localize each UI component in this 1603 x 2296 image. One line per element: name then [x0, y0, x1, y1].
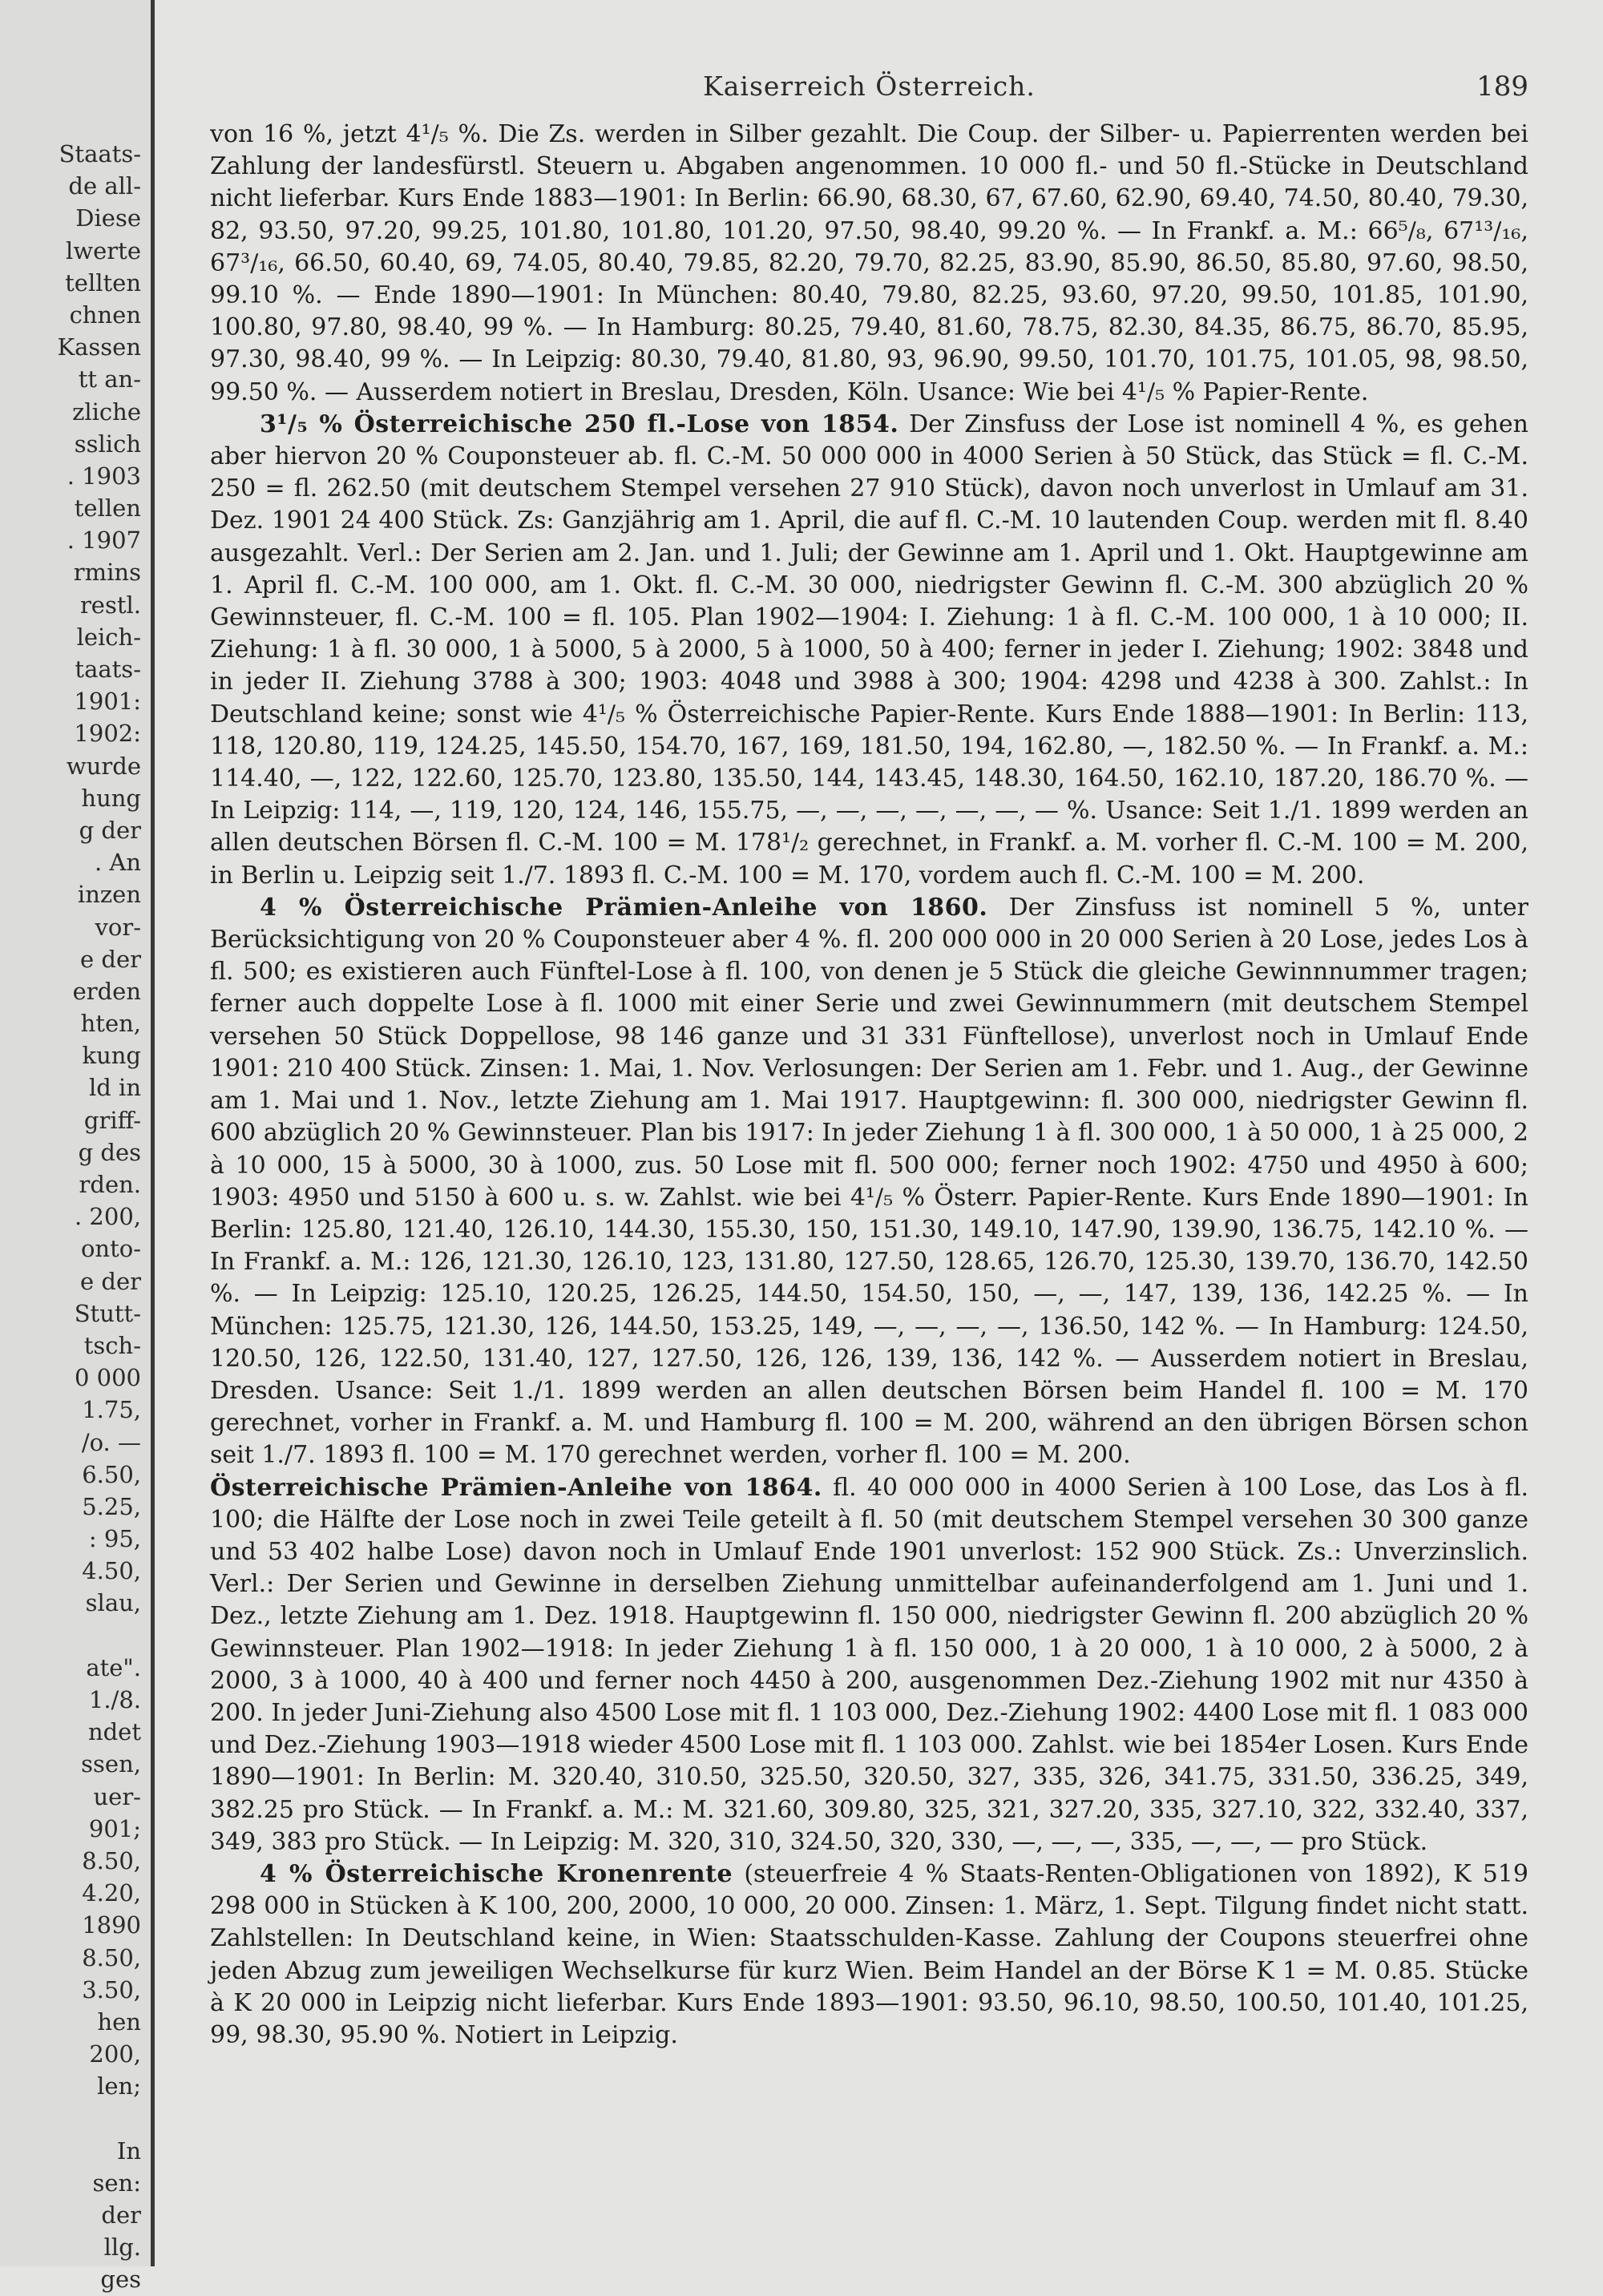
entry-praemien-anleihe-1860 [210, 892, 1528, 1472]
bleed-fragment: . An [94, 849, 141, 877]
entry-heading: 4 % Österreichische Prämien-Anleihe von 1860. [260, 893, 988, 922]
bleed-fragment: Staats- [59, 140, 141, 167]
bleed-fragment: In [116, 2137, 141, 2165]
bleed-fragment: sslich [74, 430, 141, 458]
bleed-fragment: 901; [88, 1814, 141, 1842]
bleed-fragment: g der [79, 816, 141, 844]
bleed-fragment: griff- [83, 1106, 141, 1134]
bleed-fragment: rden. [79, 1171, 141, 1198]
bleed-fragment: ld in [88, 1074, 141, 1102]
entry-praemien-anleihe-1864 [210, 1472, 1528, 1858]
bleed-fragment [0, 1620, 141, 1652]
bleed-fragment: kung [82, 1042, 141, 1070]
bleed-fragment: 1./8. [88, 1686, 141, 1713]
bleed-fragment: Kassen [57, 333, 141, 361]
running-title: Kaiserreich Österreich. [703, 71, 1036, 102]
bleed-fragment: ges [100, 2266, 141, 2294]
bleed-fragment: 3.50, [82, 1975, 141, 2003]
bleed-fragment: Diese [75, 204, 141, 232]
bleed-fragment: e der [80, 945, 141, 973]
book-page [210, 71, 1528, 2052]
bleed-fragment: 5.25, [82, 1492, 141, 1520]
bleed-fragment: hen [97, 2007, 141, 2036]
bleed-fragment: vor- [95, 913, 141, 941]
bleed-fragment: hung [81, 784, 141, 812]
bleed-fragment: de all- [68, 172, 141, 200]
left-margin-bleed [0, 0, 154, 2294]
bleed-fragment: g des [78, 1138, 141, 1166]
bleed-fragment: 4.50, [82, 1557, 141, 1585]
bleed-fragment: restl. [79, 591, 141, 619]
bleed-through-text-column [0, 138, 141, 2296]
bleed-fragment: zliche [72, 397, 141, 426]
bleed-fragment: /o. — [81, 1428, 141, 1456]
bleed-fragment: tt an- [78, 365, 141, 393]
bleed-fragment: tellen [74, 494, 141, 523]
bleed-fragment: 8.50, [82, 1943, 141, 1971]
bleed-fragment: 4.20, [82, 1879, 141, 1907]
bleed-fragment: e der [80, 1267, 141, 1295]
bleed-fragment: taats- [75, 656, 141, 683]
entry-heading: 3¹/₅ % Österreichische 250 fl.-Lose von 1854. [260, 410, 899, 438]
bleed-fragment: . 1907 [67, 527, 141, 555]
bleed-fragment: wurde [66, 752, 141, 780]
bleed-fragment: 1.75, [82, 1396, 141, 1424]
bleed-fragment: inzen [77, 881, 141, 909]
bleed-fragment: erden [72, 977, 141, 1005]
continuation-paragraph [210, 119, 1528, 409]
bleed-fragment: sen: [92, 2169, 141, 2197]
entry-text: Der Zinsfuss ist nominell 5 %, unter Berücksichtigung von 20 % Couponsteuer aber 4 %. fl. 200 000 000 in 20 000 Serien à 20 Lose, jedes Los à fl. 500; es existieren auch Fünftel-Lose à fl. 100, von denen je 5 Stück die gleiche Gewinnnummer tragen; ferner auch doppelte Lose à fl. 1000 mit einer Serie und zwei Gewinnummern (mit deutschem Stempel versehen 50 Stück Doppellose, 98 146 ganze und 31 331 Fünftellose), unverlost noch in Umlauf Ende 1901: 210 400 Stück. Zinsen: 1. Mai, 1. Nov. Verlosungen: Der Serien am 1. Febr. und 1. Aug., der Gewinne am 1. Mai und 1. Nov., letzte Ziehung am 1. Mai 1917. Hauptgewinn: fl. 300 000, niedrigster Gewinn fl. 600 abzüglich 20 % Gewinnsteuer. Plan bis 1917: In jeder Ziehung 1 à fl. 300 000, 1 à 50 000, 1 à 25 000, 2 à 10 000, 15 à 5000, 30 à 1000, zus. 50 Lose mit fl. 500 000; ferner noch 1902: 4750 und 4950 à 600; 1903: 4950 und 5150 à 600 u. s. w. Zahlst. wie bei 4¹/₅ % Österr. Papier-Rente. Kurs Ende 1890—1901: In Berlin: 125.80, 121.40, 126.10, 144.30, 155.30, 150, 151.30, 149.10, 147.90, 139.90, 136.75, 142.10 %. — In Frankf. a. M.: 126, 121.30, 126.10, 123, 131.80, 127.50, 128.65, 126.70, 125.30, 139.70, 136.70, 142.50 %. — In Leipzig: 125.10, 120.25, 126.25, 144.50, 154.50, 150, —, —, 147, 139, 136, 142.25 %. — In München: 125.75, 121.30, 126, 144.50, 153.25, 149, —, —, —, —, 136.50, 142 %. — In Hamburg: 124.50, 120.50, 126, 122.50, 131.40, 127, 127.50, 126, 126, 139, 136, 142 %. — Ausserdem notiert in Breslau, Dresden. Usance: Seit 1./1. 1899 werden an allen deutschen Börsen beim Handel fl. 100 = M. 170 gerechnet, vorher in Frankf. a. M. und Hamburg fl. 100 = M. 200, während an den übrigen Börsen schon seit 1./7. 1893 fl. 100 = M. 170 gerechnet werden, vorher fl. 100 = M. 200. [210, 893, 1528, 1470]
entry-kronenrente [210, 1858, 1528, 2052]
bleed-fragment: : 95, [88, 1525, 141, 1553]
bleed-fragment: Stutt- [74, 1299, 141, 1327]
bleed-fragment: 1902: [74, 720, 141, 748]
bleed-fragment: uer- [93, 1782, 141, 1810]
body-text [210, 119, 1528, 2052]
bleed-fragment: 200, [89, 2040, 141, 2068]
page-fold-line [151, 0, 155, 2266]
bleed-fragment: onto- [80, 1235, 141, 1263]
bleed-fragment: len; [97, 2072, 141, 2100]
bleed-fragment: rmins [73, 559, 141, 587]
bleed-fragment: . 200, [74, 1203, 141, 1231]
entry-heading: 4 % Österreichische Kronenrente [260, 1859, 733, 1888]
bleed-fragment: slau, [85, 1589, 141, 1617]
bleed-fragment [0, 2102, 141, 2134]
bleed-fragment: hten, [80, 1010, 141, 1038]
entry-text: fl. 40 000 000 in 4000 Serien à 100 Lose, das Los à fl. 100; die Hälfte der Lose noch in zwei Teile geteilt à fl. 50 (mit deutschem Stempel versehen 30 300 ganze und 53 402 halbe Lose) davon noch in Umlauf Ende 1901 unverlost: 152 900 Stück. Zs.: Unverzinslich. Verl.: Der Serien und Gewinne in derselben Ziehung unmittelbar aufeinanderfolgend am 1. Juni und 1. Dez., letzte Ziehung am 1. Dez. 1918. Hauptgewinn fl. 150 000, niedrigster Gewinn fl. 200 abzüglich 20 % Gewinnsteuer. Plan 1902—1918: In jeder Ziehung 1 à fl. 150 000, 1 à 20 000, 1 à 10 000, 2 à 5000, 2 à 2000, 3 à 1000, 40 à 400 und ferner noch 4450 à 200, ausgenommen Dez.-Ziehung 1902 mit nur 4350 à 200. In jeder Juni-Ziehung also 4500 Lose mit fl. 1 103 000, Dez.-Ziehung 1902: 4400 Lose mit fl. 1 083 000 und Dez.-Ziehung 1903—1918 wieder 4500 Lose mit fl. 1 103 000. Zahlst. wie bei 1854er Losen. Kurs Ende 1890—1901: In Berlin: M. 320.40, 310.50, 325.50, 320.50, 327, 335, 326, 341.75, 331.50, 336.25, 349, 382.25 pro Stück. — In Frankf. a. M.: M. 321.60, 309.80, 325, 321, 327.20, 335, 327.10, 322, 332.40, 337, 349, 383 pro Stück. — In Leipzig: M. 320, 310, 324.50, 320, 330, —, —, —, 335, —, —, — pro Stück. [210, 1473, 1528, 1856]
bleed-fragment: tsch- [83, 1331, 141, 1359]
bleed-fragment: ssen, [81, 1750, 141, 1778]
bleed-fragment: ate". [86, 1653, 141, 1681]
bleed-fragment: 6.50, [82, 1460, 141, 1488]
entry-text: Der Zinsfuss der Lose ist nominell 4 %, es gehen aber hiervon 20 % Couponsteuer ab. fl. C.-M. 50 000 000 in 4000 Serien à 50 Stück, das Stück = fl. C.-M. 250 = fl. 262.50 (mit deutschem Stempel versehen 27 910 Stück), davon noch unverlost in Umlauf am 31. Dez. 1901 24 400 Stück. Zs: Ganzjährig am 1. April, die auf fl. C.-M. 10 lautenden Coup. werden mit fl. 8.40 ausgezahlt. Verl.: Der Serien am 2. Jan. und 1. Juli; der Gewinne am 1. April und 1. Okt. Hauptgewinne am 1. April fl. C.-M. 100 000, am 1. Okt. fl. C.-M. 30 000, niedrigster Gewinn fl. C.-M. 300 abzüglich 20 % Gewinnsteuer, fl. C.-M. 100 = fl. 105. Plan 1902—1904: I. Ziehung: 1 à fl. C.-M. 100 000, 1 à 10 000; II. Ziehung: 1 à fl. 30 000, 1 à 5000, 5 à 2000, 5 à 1000, 50 à 400; ferner in jeder I. Ziehung; 1902: 3848 und in jeder II. Ziehung 3788 à 300; 1903: 4048 und 3988 à 300; 1904: 4298 und 4238 à 300. Zahlst.: In Deutschland keine; sonst wie 4¹/₅ % Österreichische Papier-Rente. Kurs Ende 1888—1901: In Berlin: 113, 118, 120.80, 119, 124.25, 145.50, 154.70, 167, 169, 181.50, 194, 162.80, —, 182.50 %. — In Frankf. a. M.: 114.40, —, 122, 122.60, 125.70, 123.80, 135.50, 144, 143.45, 148.30, 164.50, 162.10, 187.20, 186.70 %. — In Leipzig: 114, —, 119, 120, 124, 146, 155.75, —, —, —, —, —, —, — %. Usance: Seit 1./1. 1899 werden an allen deutschen Börsen fl. C.-M. 100 = M. 178¹/₂ gerechnet, in Frankf. a. M. vorher fl. C.-M. 100 = M. 200, in Berlin u. Leipzig seit 1./7. 1893 fl. C.-M. 100 = M. 170, vordem auch fl. C.-M. 100 = M. 200. [210, 410, 1528, 890]
bleed-fragment: llg. [103, 2233, 141, 2262]
bleed-fragment: 1901: [74, 688, 141, 716]
running-head [210, 71, 1528, 119]
entry-heading: Österreichische Prämien-Anleihe von 1864. [210, 1473, 822, 1502]
bleed-fragment: ndet [87, 1718, 141, 1746]
bleed-fragment: 8.50, [82, 1846, 141, 1874]
bleed-fragment: der [101, 2201, 141, 2229]
page-number: 189 [1476, 71, 1528, 103]
bleed-fragment: 0 000 [74, 1364, 141, 1392]
entry-text: (steuerfreie 4 % Staats-Renten-Obligationen von 1892), K 519 298 000 in Stücken à K 100, 200, 2000, 10 000, 20 000. Zinsen: 1. März, 1. Sept. Tilgung findet nicht statt. Zahlstellen: In Deutschland keine, in Wien: Staatsschulden-Kasse. Zahlung der Coupons steuerfrei ohne jeden Abzug zum jeweiligen Wechselkurse für kurz Wien. Beim Handel an der Börse K 1 = M. 0.85. Stücke à K 20 000 in Leipzig nicht lieferbar. Kurs Ende 1893—1901: 93.50, 96.10, 98.50, 100.50, 101.40, 101.25, 99, 98.30, 95.90 %. Notiert in Leipzig. [210, 1859, 1528, 2049]
entry-lose-1854 [210, 409, 1528, 892]
bleed-fragment: . 1903 [67, 462, 141, 490]
bleed-fragment: chnen [69, 301, 141, 329]
bleed-fragment: leich- [76, 623, 141, 651]
bleed-fragment: tellten [65, 268, 141, 297]
paragraph-text: von 16 %, jetzt 4¹/₅ %. Die Zs. werden in Silber gezahlt. Die Coup. der Silber- u. Papierrenten werden bei Zahlung der landesfürstl. Steuern u. Abgaben angenommen. 10 000 fl.- und 50 fl.-Stücke in Deutschland nicht lieferbar. Kurs Ende 1883—1901: In Berlin: 66.90, 68.30, 67, 67.60, 62.90, 69.40, 74.50, 80.40, 79.30, 82, 93.50, 97.20, 99.25, 101.80, 101.80, 101.20, 97.50, 98.40, 99.20 %. — In Frankf. a. M.: 66⁵/₈, 67¹³/₁₆, 67³/₁₆, 66.50, 60.40, 69, 74.05, 80.40, 79.85, 82.20, 79.70, 82.25, 83.90, 85.90, 86.50, 85.80, 97.60, 98.50, 99.10 %. — Ende 1890—1901: In München: 80.40, 79.80, 82.25, 93.60, 97.20, 99.50, 101.85, 101.90, 100.80, 97.80, 98.40, 99 %. — In Hamburg: 80.25, 79.40, 81.60, 78.75, 82.30, 84.35, 86.75, 86.70, 85.95, 97.30, 98.40, 99 %. — In Leipzig: 80.30, 79.40, 81.80, 93, 96.90, 99.50, 101.70, 101.75, 101.05, 98, 98.50, 99.50 %. — Ausserdem notiert in Breslau, Dresden, Köln. Usance: Wie bei 4¹/₅ % Papier-Rente. [210, 120, 1528, 406]
bleed-fragment: lwerte [66, 236, 141, 264]
bleed-fragment: 1890 [82, 1911, 141, 1939]
